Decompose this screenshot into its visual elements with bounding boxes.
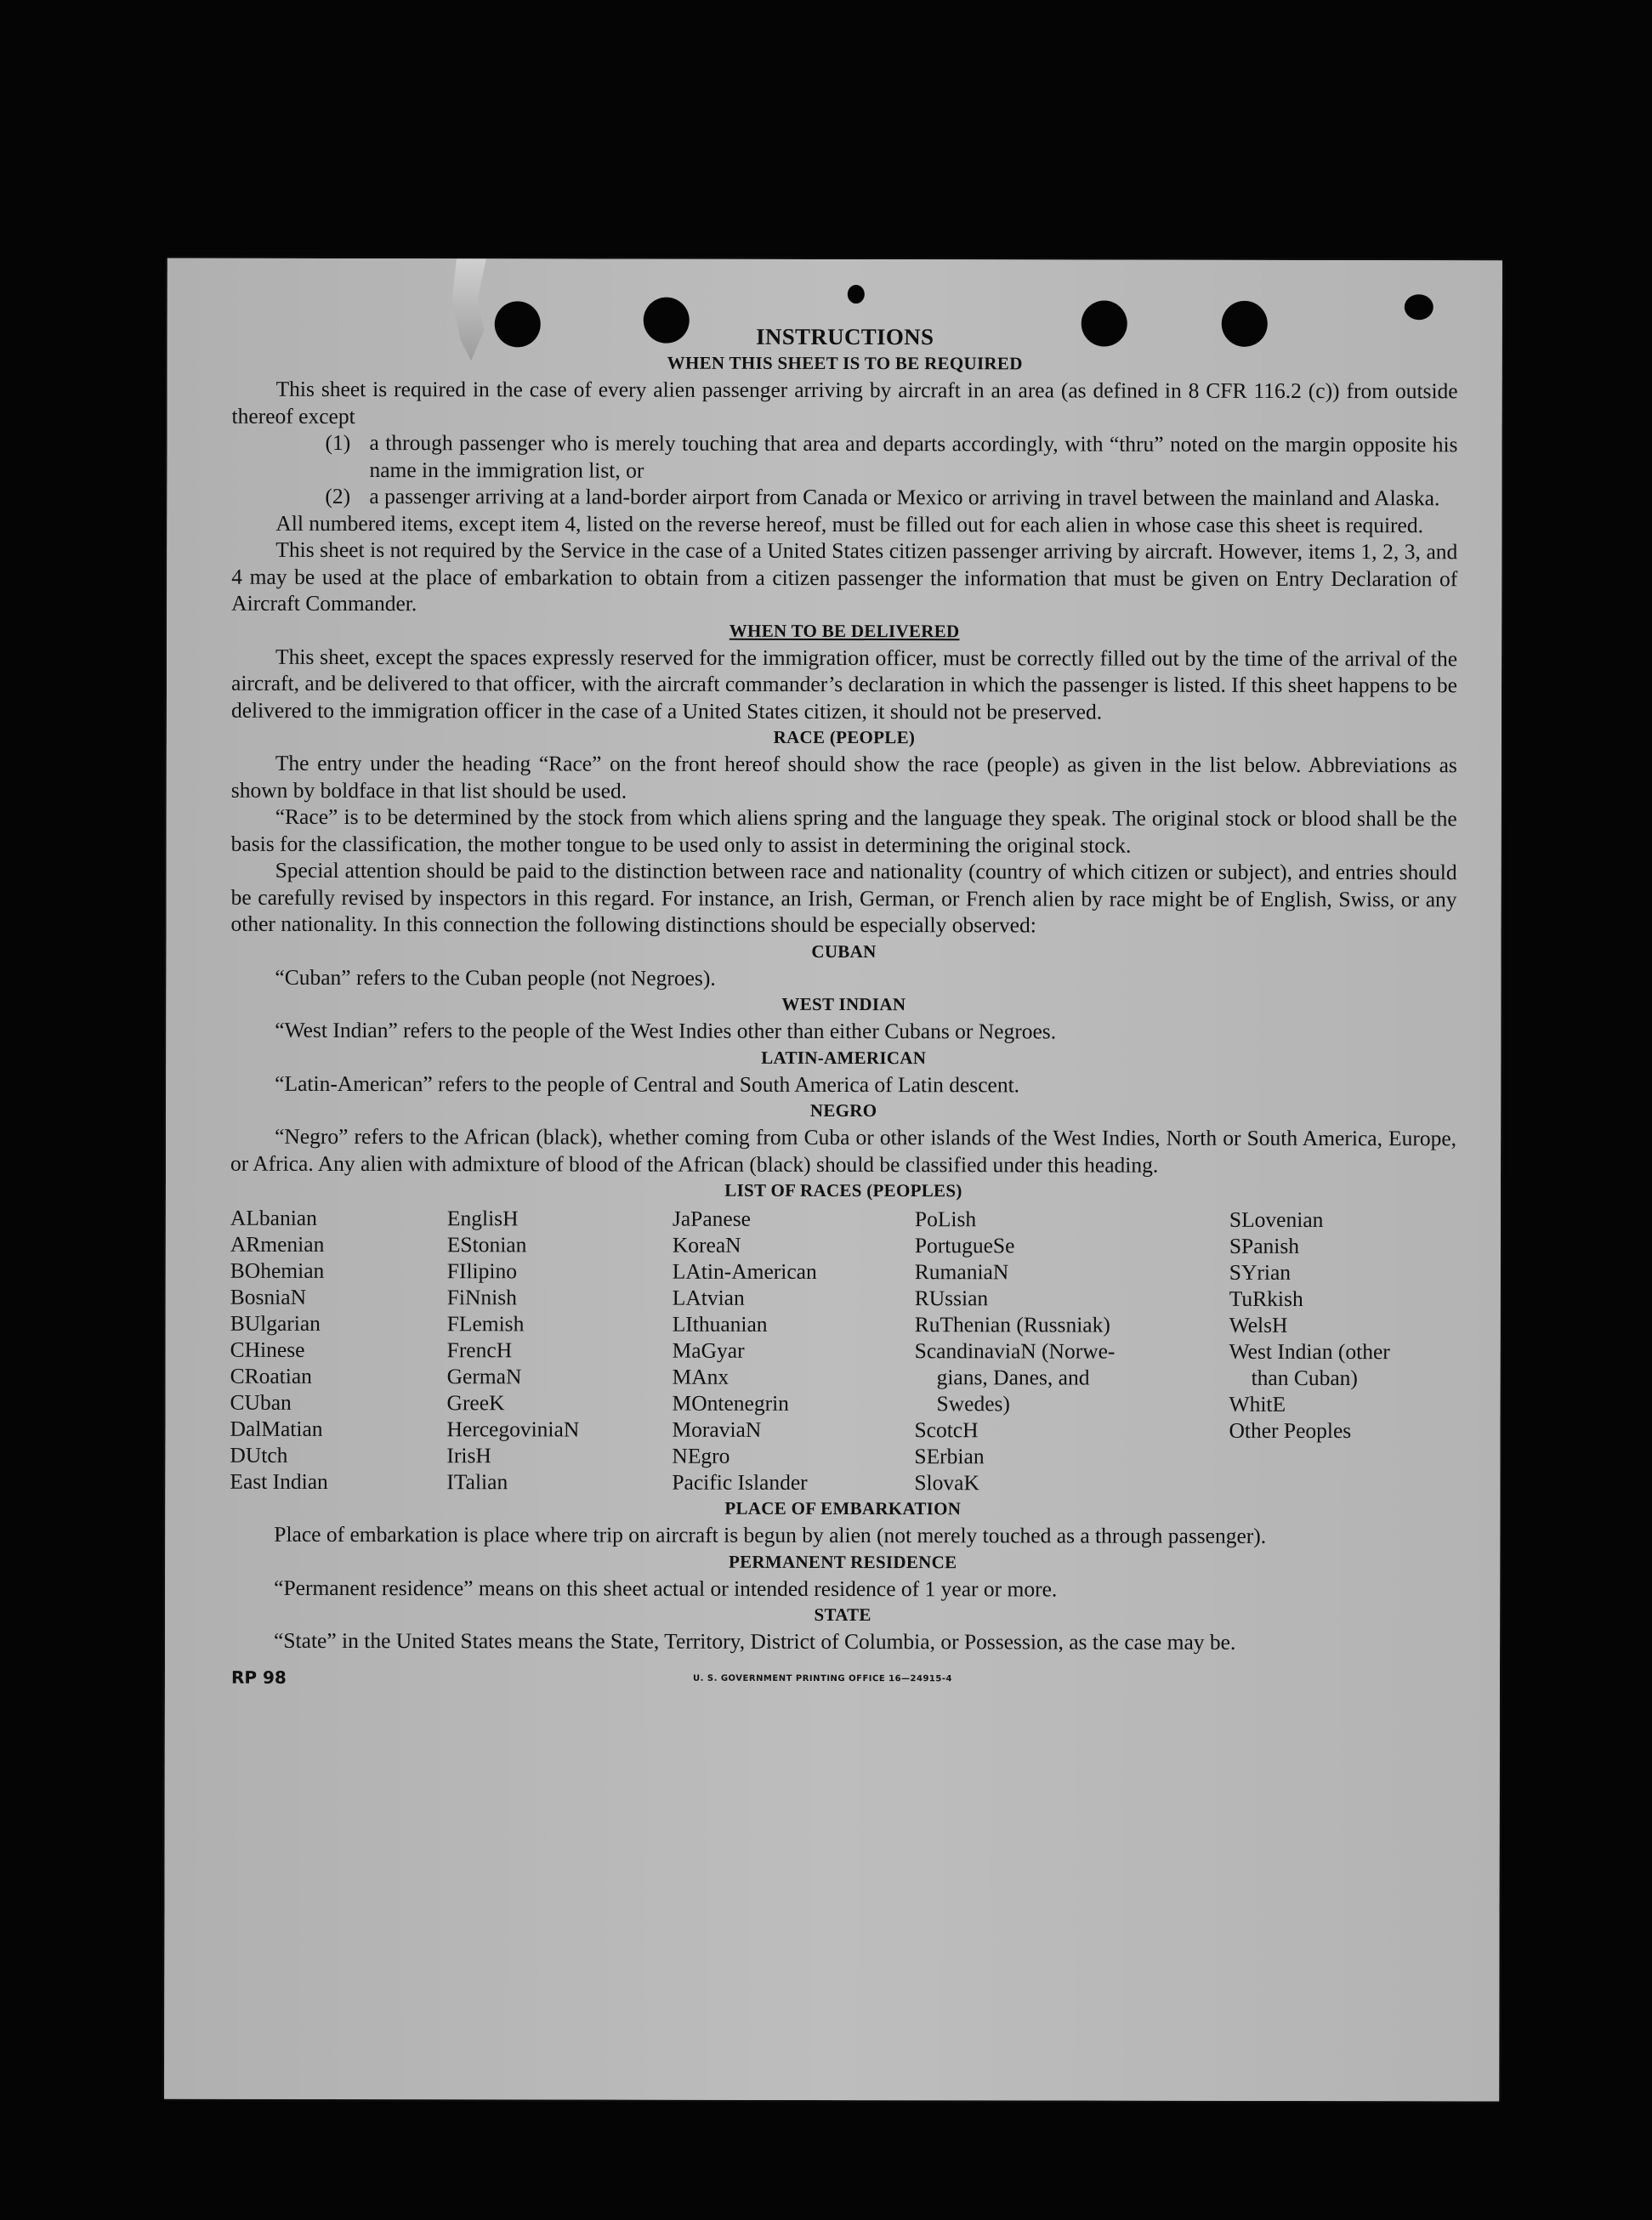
race-entry: than Cuban) (1251, 1365, 1358, 1391)
race-entry: ScotcH (914, 1417, 979, 1443)
race-entry: Swedes) (936, 1391, 1010, 1417)
exception-item (231, 429, 1457, 485)
paragraph: “Race” is to be determined by the stock from which aliens spring and the language they speak. The original stock or blood shall be the basis for the classification, the mother tongue to be used only to assist in determining the original stock. (230, 803, 1457, 858)
race-entry: GreeK (446, 1390, 505, 1416)
race-entry: FLemish (446, 1311, 525, 1337)
paragraph: “State” in the United States means the State, Territory, District of Columbia, or Possession, as the case may be. (274, 1627, 1236, 1655)
race-entry: ITalian (446, 1469, 508, 1495)
race-entry: CHinese (230, 1337, 305, 1362)
race-entry: MoraviaN (672, 1417, 762, 1442)
punch-hole (848, 285, 865, 304)
document-sheet (164, 258, 1502, 2102)
race-entry: RumaniaN (914, 1259, 1009, 1285)
race-column (230, 1205, 447, 1495)
race-entry: RuThenian (Russniak) (914, 1312, 1110, 1337)
race-entry: TuRkish (1229, 1286, 1303, 1311)
heading-when-delivered: WHEN TO BE DELIVERED (729, 620, 960, 641)
race-entry: PortugueSe (914, 1233, 1015, 1258)
form-number: RP 98 (230, 1666, 287, 1688)
race-entry: NEgro (672, 1443, 730, 1468)
race-entry: ARmenian (230, 1231, 325, 1257)
paragraph: “Negro” refers to the African (black), whether coming from Cuba or other islands of the West Indies, North or South America, Europe, or Africa. Any alien with admixture of blood of the African (black) should be classified under this heading. (230, 1123, 1457, 1178)
race-column (672, 1206, 915, 1496)
race-entry: RUssian (914, 1286, 989, 1311)
race-entry: MAnx (672, 1364, 729, 1389)
paragraph: “Latin-American” refers to the people of Central and South America of Latin descent. (275, 1070, 1020, 1097)
exception-item (231, 483, 1457, 512)
race-entry: Other Peoples (1229, 1417, 1352, 1444)
paragraph: The entry under the heading “Race” on the front hereof should show the race (people) as given in the list below. Abbreviations as shown by boldface in that list should be used. (230, 750, 1457, 803)
race-entry: MaGyar (672, 1337, 745, 1363)
race-entry: SLovenian (1229, 1207, 1324, 1233)
race-entry: MOntenegrin (672, 1390, 789, 1416)
race-list (230, 1205, 1456, 1497)
race-entry: FrencH (446, 1337, 513, 1363)
exception-text: a passenger arriving at a land-border airport from Canada or Mexico or arriving in travel between the mainland and Alaska. (369, 484, 1440, 511)
punch-hole (1405, 294, 1433, 320)
race-entry: LIthuanian (672, 1311, 768, 1337)
paragraph: Special attention should be paid to the distinction between race and nationality (country of which citizen or subject), and entries should be carefully revised by inspectors in this regard. For instance, an Irish, German, or French alien by race might be of English, Swiss, or any other nationality. In this connection the following distinctions should be especially observed: (230, 857, 1457, 938)
race-entry: EStonian (446, 1232, 527, 1258)
race-entry: HercegoviniaN (446, 1417, 580, 1442)
race-entry: SPanish (1229, 1233, 1300, 1258)
page-title: INSTRUCTIONS (756, 323, 934, 350)
heading-west-indian: WEST INDIAN (781, 993, 906, 1015)
race-entry: PoLish (914, 1207, 977, 1232)
race-entry: DUtch (230, 1442, 288, 1468)
race-entry: SYrian (1229, 1259, 1292, 1285)
exception-number: (1) (325, 429, 351, 456)
race-entry: gians, Danes, and (936, 1365, 1090, 1390)
paragraph: Place of embarkation is place where trip on aircraft is begun by alien (not merely touched as a through passenger). (274, 1521, 1267, 1548)
race-entry: SErbian (914, 1444, 985, 1469)
exception-number: (2) (325, 483, 351, 509)
race-entry: East Indian (230, 1468, 328, 1494)
race-entry: Pacific Islander (672, 1469, 808, 1495)
race-entry: SlovaK (914, 1470, 979, 1496)
paragraph: “Cuban” refers to the Cuban people (not Negroes). (275, 964, 716, 991)
heading-permanent-residence: PERMANENT RESIDENCE (728, 1551, 957, 1572)
race-entry: West Indian (other (1229, 1338, 1390, 1365)
race-entry: ScandinaviaN (Norwe- (914, 1338, 1116, 1364)
race-entry: JaPanese (672, 1206, 752, 1231)
paragraph: This sheet, except the spaces expressly reserved for the immigration officer, must be correctly filled out by the time of the arrival of the aircraft, and be delivered to that officer, with the aircraft commander’s declaration in which the passenger is listed. If this sheet happens to be delivered to the immigration officer in the case of a United States citizen, it should not be preserved. (230, 644, 1458, 724)
heading-place-of-embarkation: PLACE OF EMBARKATION (724, 1497, 962, 1519)
race-entry: BOhemian (230, 1258, 325, 1283)
printer-imprint: U. S. GOVERNMENT PRINTING OFFICE 16—24915-4 (692, 1673, 952, 1683)
heading-race: RACE (PEOPLE) (773, 726, 916, 748)
race-column (914, 1206, 1229, 1496)
race-entry: CUban (230, 1389, 292, 1415)
heading-latin-american: LATIN-AMERICAN (761, 1047, 927, 1068)
paragraph: All numbered items, except item 4, listed on the reverse hereof, must be filled out for each alien in whose case this sheet is required. (275, 510, 1424, 537)
heading-state: STATE (814, 1604, 871, 1626)
race-entry: BUlgarian (230, 1310, 321, 1336)
paragraph: “Permanent residence” means on this sheet actual or intended residence of 1 year or more. (274, 1575, 1058, 1601)
race-entry: DalMatian (230, 1416, 323, 1441)
race-entry: LAtvian (672, 1285, 745, 1310)
race-column (1229, 1207, 1456, 1496)
instructions-body (230, 322, 1458, 1695)
race-entry: BosniaN (230, 1284, 307, 1309)
race-entry: LAtin-American (672, 1258, 817, 1284)
race-entry: EnglisH (446, 1206, 519, 1231)
paragraph: This sheet is required in the case of every alien passenger arriving by aircraft in an area (as defined in 8 CFR 116.2 (c)) from outside thereof except (231, 376, 1458, 429)
paragraph: This sheet is not required by the Service in the case of a United States citizen passenger arriving by aircraft. However, items 1, 2, 3, and 4 may be used at the place of embarkation to obtain from a citizen passenger the information that must be given on Entry Declaration of Aircraft Commander. (231, 537, 1458, 616)
heading-list-of-races: LIST OF RACES (PEOPLES) (724, 1179, 962, 1201)
race-entry: KoreaN (672, 1232, 741, 1258)
race-entry: GermaN (446, 1364, 522, 1389)
paragraph: “West Indian” refers to the people of the West Indies other than either Cubans or Negroes. (275, 1017, 1057, 1044)
footer (230, 1659, 1456, 1695)
race-entry: WhitE (1229, 1391, 1286, 1417)
race-column (446, 1205, 673, 1495)
race-entry: FiNnish (446, 1285, 517, 1310)
race-entry: IrisH (446, 1443, 491, 1468)
race-entry: WelsH (1229, 1312, 1288, 1337)
heading-negro: NEGRO (809, 1099, 877, 1121)
race-entry: CRoatian (230, 1363, 312, 1388)
heading-cuban: CUBAN (811, 940, 877, 962)
heading-when-required: WHEN THIS SHEET IS TO BE REQUIRED (667, 352, 1023, 374)
race-entry: ALbanian (230, 1205, 317, 1230)
race-entry: FIlipino (446, 1258, 518, 1284)
exception-text: a through passenger who is merely touching that area and departs accordingly, with “thru” noted on the margin opposite his name in the immigration list, or (369, 430, 1458, 483)
